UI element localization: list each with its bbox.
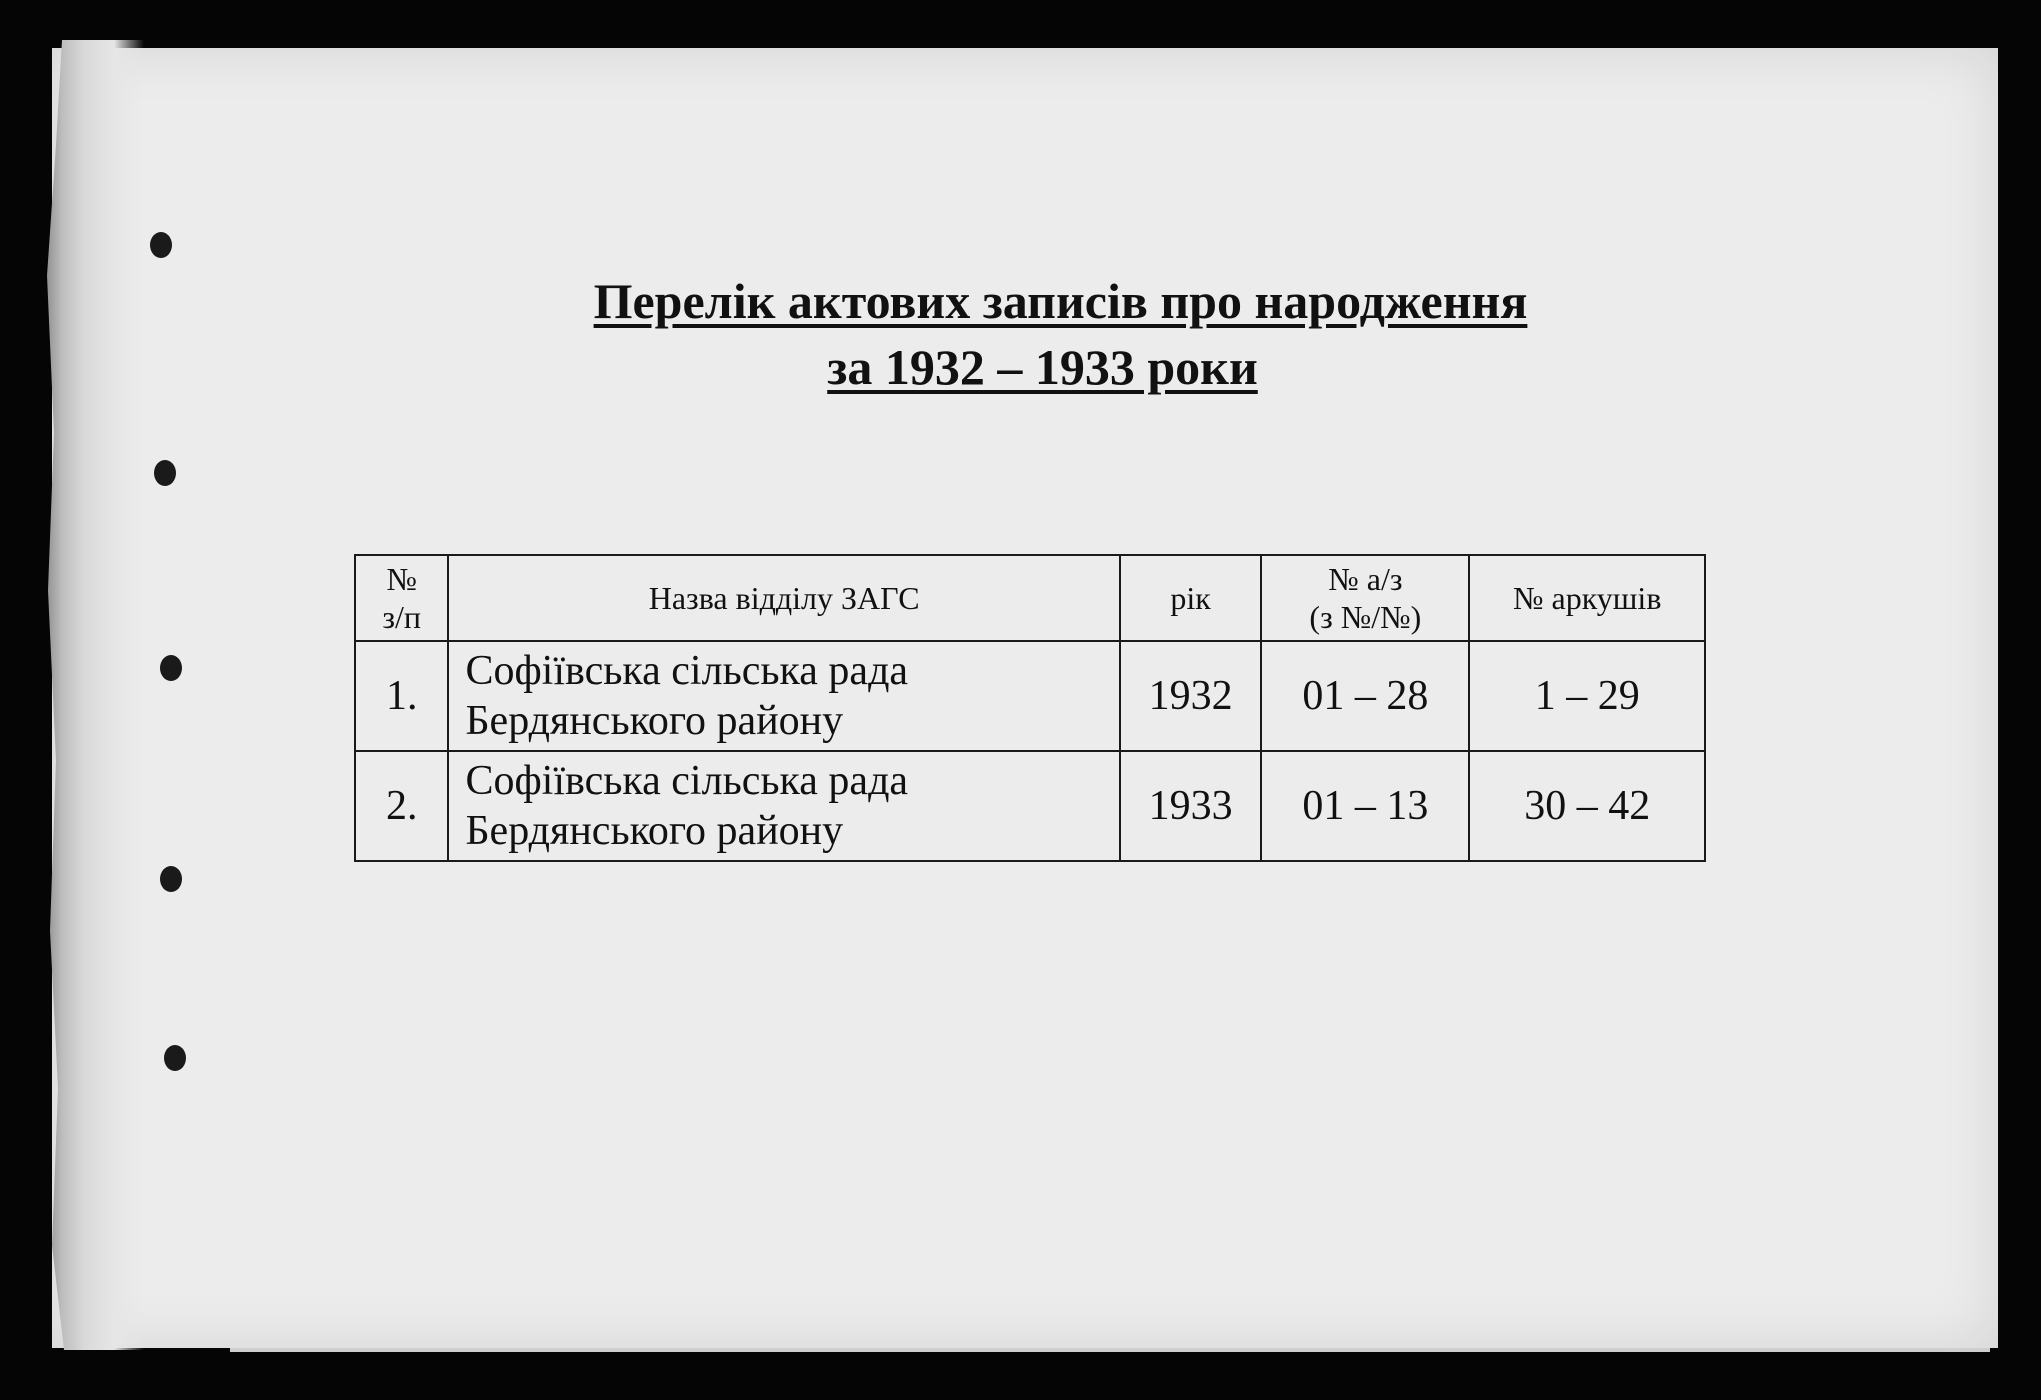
- punch-hole-1: [150, 232, 172, 258]
- row-sheet-numbers: 1 – 29: [1469, 641, 1705, 751]
- row-office-name: [448, 641, 1119, 751]
- row-office-name: [448, 751, 1119, 861]
- row-record-numbers: 01 – 13: [1261, 751, 1469, 861]
- punch-hole-2: [154, 460, 176, 486]
- records-table: [354, 554, 1706, 862]
- row-number: 1.: [355, 641, 448, 751]
- row-record-numbers: 01 – 28: [1261, 641, 1469, 751]
- punch-hole-3: [160, 655, 182, 681]
- row-number: 2.: [355, 751, 448, 861]
- header-record-numbers-line1: № а/з: [1328, 561, 1403, 597]
- header-sheet-numbers: № аркушів: [1469, 555, 1705, 641]
- office-name-line1: Софіївська сільська рада: [465, 648, 909, 694]
- punch-hole-4: [160, 866, 182, 892]
- header-number-abbr: з/п: [382, 599, 422, 635]
- title-line-2: за 1932 – 1933 роки: [827, 339, 1258, 395]
- torn-paper-edge: [44, 40, 144, 1350]
- row-sheet-numbers: 30 – 42: [1469, 751, 1705, 861]
- table-row: [355, 641, 1705, 751]
- header-year: рік: [1120, 555, 1262, 641]
- table-header-row: [355, 555, 1705, 641]
- header-office-name: Назва відділу ЗАГС: [448, 555, 1119, 641]
- office-name-line2: Бердянського району: [465, 698, 844, 744]
- header-record-numbers: [1261, 555, 1469, 641]
- document-title: [0, 268, 2041, 400]
- row-year: 1932: [1120, 641, 1262, 751]
- title-line-1: Перелік актових записів про народження: [593, 273, 1528, 329]
- table-row: [355, 751, 1705, 861]
- header-number: [355, 555, 448, 641]
- header-number-symbol: №: [386, 561, 417, 597]
- row-year: 1933: [1120, 751, 1262, 861]
- punch-hole-5: [164, 1045, 186, 1071]
- office-name-line1: Софіївська сільська рада: [465, 758, 909, 804]
- office-name-line2: Бердянського району: [465, 808, 844, 854]
- header-record-numbers-line2: (з №/№): [1309, 599, 1422, 635]
